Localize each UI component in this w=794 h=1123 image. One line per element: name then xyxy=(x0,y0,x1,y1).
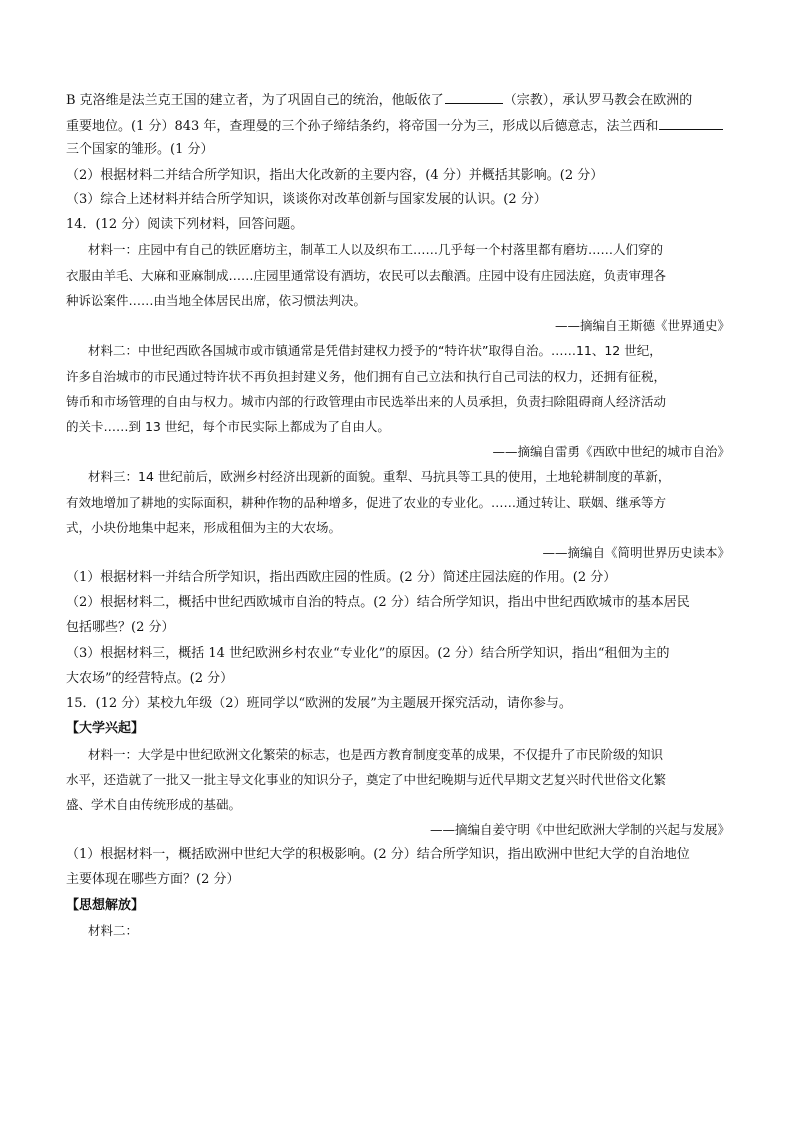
q14-material2-line: 铸币和市场管理的自由与权力。城市内部的行政管理由市民选举出来的人员承担，负责扫除阻碍商人经济活动 xyxy=(66,394,667,409)
q15-material1-source: ——摘编自姜守明《中世纪欧洲大学制的兴起与发展》 xyxy=(429,822,730,837)
q14-material3-line: 材料三：14 世纪前后，欧洲乡村经济出现新的面貌。重犁、马抗具等工具的使用，土地轮耕制度的革新， xyxy=(88,469,671,484)
q15-material1-line: 盛、学术自由传统形成的基础。 xyxy=(66,797,242,812)
q14-material3-line: 有效地增加了耕地的实际面积，耕种作物的品种增多，促进了农业的专业化。……通过转让、联姻、继承等方 xyxy=(66,495,667,510)
q13-subquestion-3: （3）综合上述材料并结合所学知识，谈谈你对改革创新与国家发展的认识。(2 分） xyxy=(66,192,547,207)
q15-material1-line: 材料一：大学是中世纪欧洲文化繁荣的标志，也是西方教育制度变革的成果，不仅提升了市民阶级的知识 xyxy=(88,747,664,762)
q15-material1-line: 水平，还造就了一批又一批主导文化事业的知识分子，奠定了中世纪晚期与近代早期文艺复兴时代世俗文化繁 xyxy=(66,772,667,787)
q15-header: 15．(12 分）某校九年级（2）班同学以“欧洲的发展”为主题展开探究活动，请你参与。 xyxy=(66,696,572,711)
q14-subquestion-2: （2）根据材料二，概括中世纪西欧城市自治的特点。(2 分）结合所学知识，指出中世纪西欧城市的基本居民 xyxy=(66,595,690,610)
q14-material2-line: 许多自治城市的市民通过特许状不再负担封建义务，他们拥有自己立法和执行自己司法的权力，还拥有征税， xyxy=(66,369,667,384)
q13-part-b-line1 xyxy=(66,90,732,110)
q15-subquestion-1-cont: 主要体现在哪些方面？(2 分） xyxy=(66,872,240,887)
q14-subquestion-1: （1）根据材料一并结合所学知识，指出西欧庄园的性质。(2 分）简述庄园法庭的作用。(2 分） xyxy=(66,570,617,585)
q14-header: 14．(12 分）阅读下列材料，回答问题。 xyxy=(66,217,304,232)
q14-subquestion-2-cont: 包括哪些？(2 分） xyxy=(66,620,175,635)
q14-subquestion-3-cont: 大农场”的经营特点。(2 分） xyxy=(66,671,234,686)
q14-material3-source: ——摘编自《简明世界历史读本》 xyxy=(542,545,730,560)
q13-text: 重要地位。(1 分）843 年，查理曼的三个孙子缔结条约，将帝国一分为三，形成以后德意志，法兰西和 xyxy=(66,119,659,134)
q13-subquestion-2: （2）根据材料二并结合所学知识，指出大化改新的主要内容，(4 分）并概括其影响。(2 分） xyxy=(66,168,604,183)
q14-material2-source: ——摘编自雷勇《西欧中世纪的城市自治》 xyxy=(492,444,730,459)
answer-blank-country[interactable] xyxy=(659,116,723,130)
q14-material3-line: 式，小块份地集中起来，形成租佃为主的大农场。 xyxy=(66,520,342,535)
answer-blank-religion[interactable] xyxy=(445,90,503,104)
q15-section-university: 【大学兴起】 xyxy=(66,721,145,736)
q14-material2-line: 的关卡……到 13 世纪，每个市民实际上都成为了自由人。 xyxy=(66,419,390,434)
q15-material2-label: 材料二： xyxy=(88,923,139,938)
q14-material2-line: 材料二：中世纪西欧各国城市或市镇通常是凭借封建权力授予的“特许状”取得自治。……11、12 世纪， xyxy=(88,343,662,358)
q14-material1-line: 衣服由羊毛、大麻和亚麻制成……庄园里通常设有酒坊，农民可以去酿酒。庄园中设有庄园法庭，负责审理各 xyxy=(66,268,667,283)
q14-material1-line: 种诉讼案件……由当地全体居民出席，依习惯法判决。 xyxy=(66,293,367,308)
q13-text: B 克洛维是法兰克王国的建立者，为了巩固自己的统治，他皈依了 xyxy=(66,93,444,108)
q15-subquestion-1: （1）根据材料一，概括欧洲中世纪大学的积极影响。(2 分）结合所学知识，指出欧洲中世纪大学的自治地位 xyxy=(66,847,690,862)
q14-material1-source: ——摘编自王斯德《世界通史》 xyxy=(554,318,730,333)
q15-section-thought-liberation: 【思想解放】 xyxy=(66,898,145,913)
q14-subquestion-3: （3）根据材料三，概括 14 世纪欧洲乡村农业“专业化”的原因。(2 分）结合所学知识，指出“租佃为主的 xyxy=(66,646,670,661)
q13-part-b-line2 xyxy=(66,116,732,136)
q13-part-b-line3: 三个国家的雏形。(1 分） xyxy=(66,142,214,157)
q14-material1-line: 材料一：庄园中有自己的铁匠磨坊主，制革工人以及织布工……几乎每一个村落里都有磨坊……人们穿的 xyxy=(88,242,664,257)
q13-text: （宗教），承认罗马教会在欧洲的 xyxy=(503,93,693,108)
